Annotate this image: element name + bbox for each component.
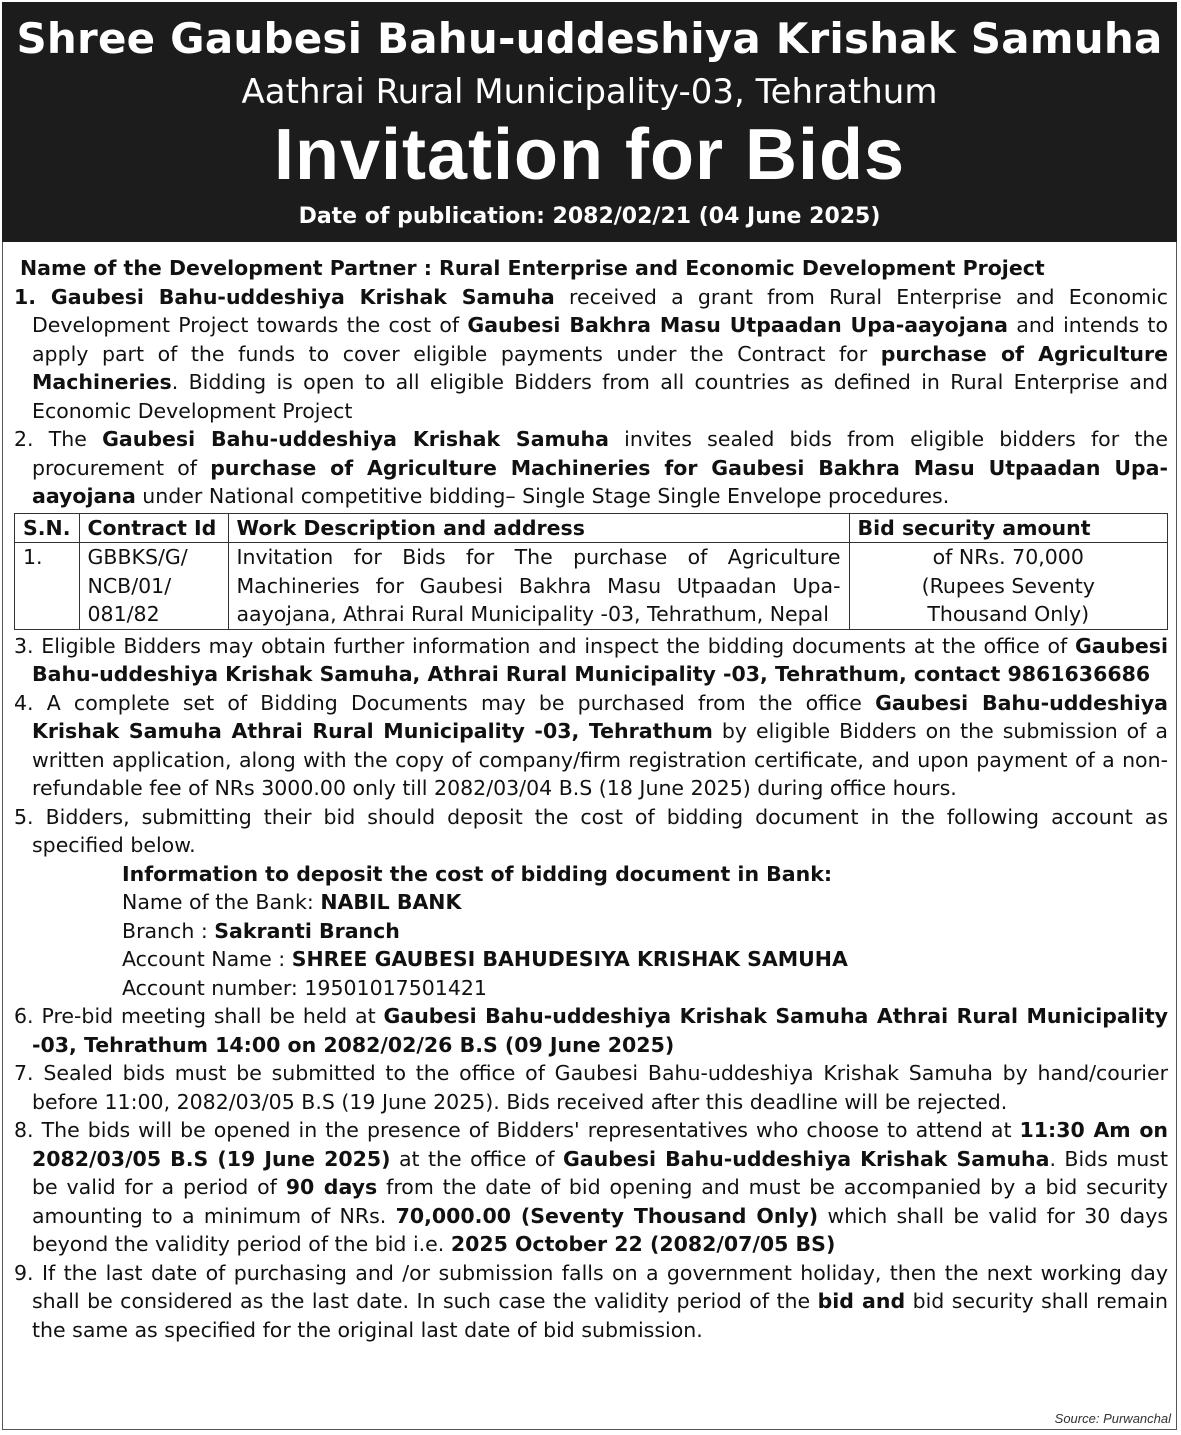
clause-7-text-1: 7. Sealed bids must be submitted to the office of Gaubesi Bahu-uddeshiya Krishak Samuha by hand/courier before 11:00, 2082/03/05 B.S (19 June 2025). Bids received after this deadline will be rejected. (14, 1061, 1168, 1114)
amount-line-1: of NRs. 70,000 (932, 545, 1084, 569)
source-credit: Source: Purwanchal (1054, 1411, 1171, 1426)
clause-9 (14, 1259, 1168, 1345)
clause-6-text-1: 6. Pre-bid meeting shall be held at (14, 1004, 384, 1028)
clause-8-bold-5: 2025 October 22 (2082/07/05 BS) (450, 1232, 836, 1256)
clause-1-text-3: . Bidding is open to all eligible Bidders from all countries as defined in Rural Enterprise and Economic Development Project (32, 370, 1168, 423)
notice-title: Invitation for Bids (274, 115, 905, 195)
header-contract-id: Contract Id (79, 513, 228, 543)
contract-id-line-2: NCB/01/ (87, 573, 172, 598)
clause-8-bold-3: 90 days (285, 1175, 378, 1199)
development-partner: Name of the Development Partner : Rural Enterprise and Economic Development Project (20, 256, 1045, 280)
bank-branch-label: Branch : (122, 918, 215, 943)
clause-8-text-2: at the office of (390, 1146, 563, 1171)
bank-name-label: Name of the Bank: (122, 890, 321, 914)
clause-5 (14, 803, 1168, 860)
clause-9-text-2: bid security shall remain the same as specified for the original last date of bid submission. (32, 1289, 1168, 1342)
clause-8-text-3: . Bids must be valid for a period of (32, 1146, 1168, 1199)
organization-address: Aathrai Rural Municipality-03, Tehrathum (241, 72, 938, 112)
bids-table (14, 513, 1168, 630)
amount-line-3: Thousand Only) (927, 602, 1090, 626)
clause-4-text-2: by eligible Bidders on the submission of a written application, along with the copy of company/firm registration certificate, and upon payment of a non-refundable fee of NRs 3000.00 only till 2082/03/04 B.S (18 June 2025) during office hours. (32, 719, 1168, 800)
cell-sn: 1. (15, 543, 80, 630)
header-bid-security: Bid security amount (849, 513, 1168, 543)
clause-7 (14, 1059, 1168, 1116)
bank-info-heading: Information to deposit the cost of bidding document in Bank: (122, 861, 833, 886)
notice-body (14, 254, 1168, 1344)
account-number-value: 19501017501421 (304, 975, 487, 1000)
clause-2-bold-1: Gaubesi Bahu-uddeshiya Krishak Samuha (102, 427, 609, 451)
clause-8-text-1: 8. The bids will be opened in the presence of Bidders' representatives who choose to attend at (14, 1118, 1020, 1142)
table-row (15, 543, 1168, 630)
cell-work-description: Invitation for Bids for The purchase of Agriculture Machineries for Gaubesi Bakhra Masu Utpaadan Upa-aayojana, Athrai Rural Municipality -03, Tehrathum, Nepal (228, 543, 849, 630)
notice-header (2, 2, 1177, 242)
clause-2-text-2: under National competitive bidding– Single Stage Single Envelope procedures. (135, 484, 950, 508)
clause-5-text-1: 5. Bidders, submitting their bid should deposit the cost of bidding document in the following account as specified below. (14, 804, 1168, 857)
clause-4 (14, 689, 1168, 803)
header-sn: S.N. (15, 513, 80, 543)
contract-id-line-1: GBBKS/G/ (87, 545, 188, 569)
clause-8-text-5: which shall be valid for 30 days beyond the validity period of the bid i.e. (32, 1203, 1169, 1256)
bank-name-value: NABIL BANK (320, 890, 462, 914)
table-header-row (15, 513, 1168, 543)
clause-1 (14, 283, 1168, 426)
cell-contract-id (79, 543, 228, 630)
clause-2-bold-2: purchase of Agriculture Machineries for Gaubesi Bakhra Masu Utpaadan Upa-aayojana (32, 455, 1168, 508)
clause-1-number: 1. (14, 284, 51, 309)
header-work-description: Work Description and address (228, 513, 849, 543)
clause-3-text-1: 3. Eligible Bidders may obtain further information and inspect the bidding documents at the office of (14, 633, 1075, 658)
bank-info (14, 860, 1168, 1003)
bank-branch-value: Sakranti Branch (214, 918, 400, 943)
amount-line-2: (Rupees Seventy (921, 573, 1095, 598)
clause-1-bold-1: Gaubesi Bahu-uddeshiya Krishak Samuha (50, 284, 555, 309)
clause-4-bold-1: Gaubesi Bahu-uddeshiya Krishak Samuha Athrai Rural Municipality -03, Tehrathum (32, 690, 1168, 743)
clause-8-bold-4: 70,000.00 (Seventy Thousand Only) (395, 1203, 819, 1228)
contract-id-line-3: 081/82 (87, 602, 160, 626)
clause-9-bold-1: bid and (817, 1289, 906, 1313)
clause-8-text-4: from the date of bid opening and must be accompanied by a bid security amounting to a minimum of NRs. (32, 1175, 1168, 1228)
clause-9-text-1: 9. If the last date of purchasing and /or submission falls on a government holiday, then the next working day shall be considered as the last date. In such case the validity period of the (14, 1260, 1168, 1313)
account-number-label: Account number: (122, 975, 305, 1000)
clause-8 (14, 1116, 1168, 1259)
account-number-line (122, 974, 1168, 1003)
clause-6 (14, 1002, 1168, 1059)
publication-date: Date of publication: 2082/02/21 (04 June 2025) (298, 204, 881, 229)
clause-4-text-1: 4. A complete set of Bidding Documents may be purchased from the office (14, 690, 876, 715)
account-name-line (122, 945, 1168, 974)
clause-6-bold-1: Gaubesi Bahu-uddeshiya Krishak Samuha Athrai Rural Municipality -03, Tehrathum 14:00 on 2082/02/26 B.S (09 June 2025) (32, 1004, 1168, 1057)
clause-1-text-2: and intends to apply part of the funds to cover eligible payments under the Contract for (32, 313, 1168, 366)
account-name-value: SHREE GAUBESI BAHUDESIYA KRISHAK SAMUHA (291, 947, 848, 971)
account-name-label: Account Name : (122, 947, 292, 971)
clause-2-number: 2. The (14, 427, 103, 451)
clause-1-bold-3: purchase of Agriculture Machineries (32, 341, 1168, 394)
clause-2-text-1: invites sealed bids from eligible bidders for the procurement of (32, 427, 1168, 480)
clause-1-text-1: received a grant from Rural Enterprise and Economic Development Project towards the cost of (32, 284, 1168, 337)
cell-bid-security (849, 543, 1168, 630)
clause-8-bold-2: Gaubesi Bahu-uddeshiya Krishak Samuha (562, 1146, 1050, 1171)
clause-8-bold-1: 11:30 Am on 2082/03/05 B.S (19 June 2025) (32, 1118, 1168, 1171)
bank-branch-line (122, 917, 1168, 946)
clause-3-bold-1: Gaubesi Bahu-uddeshiya Krishak Samuha, Athrai Rural Municipality -03, Tehrathum, contact 9861636686 (32, 633, 1168, 686)
clause-1-bold-2: Gaubesi Bakhra Masu Utpaadan Upa-aayojana (467, 313, 1008, 337)
clause-2 (14, 425, 1168, 511)
bank-name-line (122, 888, 1168, 917)
clause-3 (14, 632, 1168, 689)
organization-name: Shree Gaubesi Bahu-uddeshiya Krishak Samuha (16, 14, 1163, 63)
